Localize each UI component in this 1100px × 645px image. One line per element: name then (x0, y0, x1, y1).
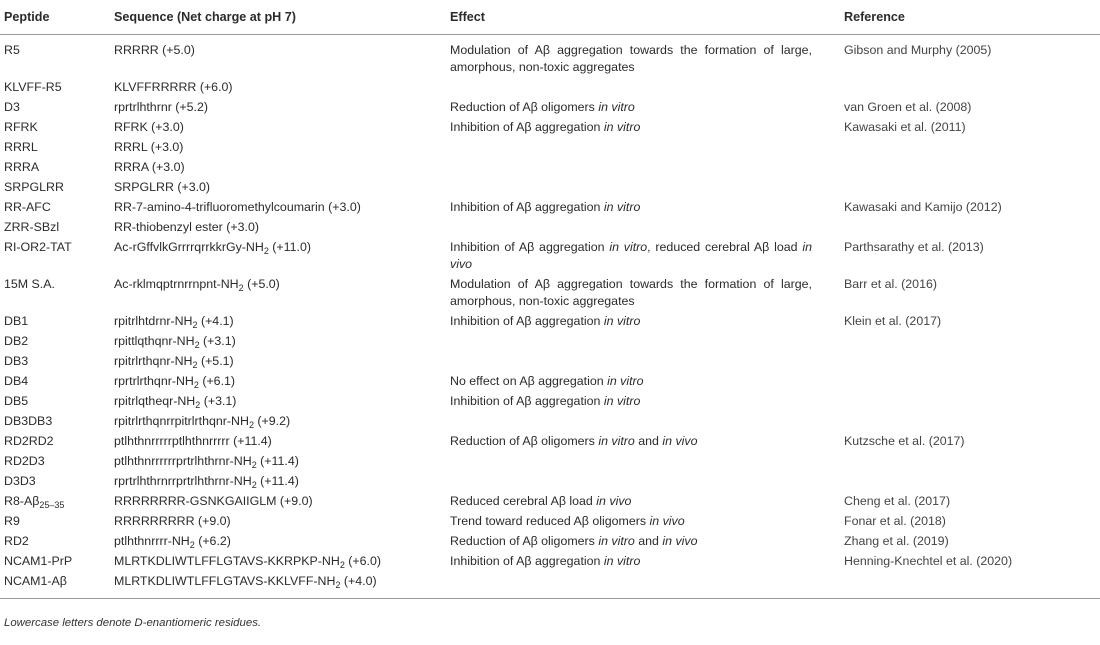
cell-effect: Modulation of Aβ aggregation towards the formation of large, amorphous, non-toxic aggregates (450, 277, 812, 308)
cell-sequence: rprtrlrthqnr-$NH_2$ (+6.1) (114, 374, 236, 390)
cell-reference (840, 351, 1100, 371)
cell-effect (446, 217, 840, 237)
cell-reference (840, 411, 1100, 431)
cell-reference: Cheng et al. (2017) (844, 494, 951, 508)
table-row (0, 77, 1100, 97)
header-reference: Reference (840, 0, 1100, 35)
cell-reference (840, 471, 1100, 491)
cell-reference: van Groen et al. (2008) (844, 100, 972, 114)
cell-reference: Kawasaki et al. (2011) (844, 120, 966, 134)
cell-sequence: RRRRRRRRR (+9.0) (114, 514, 231, 528)
header-sequence: Sequence (Net charge at pH 7) (110, 0, 446, 35)
table-row (0, 351, 1100, 371)
cell-effect (446, 471, 840, 491)
cell-sequence: rpitrlqtheqr-$NH_2$ (+3.1) (114, 394, 237, 410)
cell-sequence: KLVFFRRRRR (+6.0) (114, 80, 233, 94)
cell-peptide: SRPGLRR (4, 180, 64, 194)
cell-reference (840, 157, 1100, 177)
cell-peptide: R9 (4, 514, 20, 528)
cell-effect (446, 451, 840, 471)
table-row (0, 331, 1100, 351)
cell-reference: Zhang et al. (2019) (844, 534, 949, 548)
cell-sequence: RRRRRRRR-GSNKGAIIGLM (+9.0) (114, 494, 313, 508)
cell-sequence: MLRTKDLIWTLFFLGTAVS-$KKRPKP-NH_2$ (+6.0) (114, 554, 381, 570)
cell-reference (840, 571, 1100, 599)
cell-reference (840, 217, 1100, 237)
table-row (0, 531, 1100, 551)
table-row (0, 551, 1100, 571)
cell-effect: Inhibition of Aβ aggregation in vitro, reduced cerebral Aβ load in vivo (450, 240, 812, 271)
table-row (0, 411, 1100, 431)
cell-reference: Parthsarathy et al. (2013) (844, 240, 984, 254)
cell-sequence: ptlhthnrrrrrptlhthnrrrrr (+11.4) (114, 434, 272, 448)
table-row (0, 391, 1100, 411)
cell-reference (840, 331, 1100, 351)
cell-peptide: RD2 (4, 534, 29, 548)
cell-sequence: $Ac-rGffvlkGrrrrqrrkkrGy-NH_2$ (+11.0) (114, 240, 311, 256)
cell-sequence: RR-thiobenzyl ester (+3.0) (114, 220, 259, 234)
cell-sequence: RRRRR (+5.0) (114, 43, 195, 57)
header-effect: Effect (446, 0, 840, 35)
cell-effect (446, 157, 840, 177)
cell-effect: Trend toward reduced Aβ oligomers in vivo (450, 514, 685, 528)
table-row (0, 491, 1100, 511)
cell-reference: Kutzsche et al. (2017) (844, 434, 965, 448)
table-row (0, 117, 1100, 137)
cell-effect: Inhibition of Aβ aggregation in vitro (450, 394, 641, 408)
table-row (0, 371, 1100, 391)
cell-reference: Fonar et al. (2018) (844, 514, 946, 528)
cell-reference (840, 177, 1100, 197)
cell-reference (840, 77, 1100, 97)
table-row (0, 35, 1100, 78)
table-row (0, 311, 1100, 331)
cell-peptide: DB4 (4, 374, 29, 388)
cell-peptide: KLVFF-R5 (4, 80, 62, 94)
cell-sequence: SRPGLRR (+3.0) (114, 180, 211, 194)
cell-sequence: RFRK (+3.0) (114, 120, 184, 134)
cell-effect: Inhibition of Aβ aggregation in vitro (450, 120, 641, 134)
cell-effect (446, 77, 840, 97)
table-row (0, 237, 1100, 274)
table-row (0, 157, 1100, 177)
cell-peptide: RD2RD2 (4, 434, 54, 448)
cell-sequence: RRRL (+3.0) (114, 140, 184, 154)
cell-effect: Reduced cerebral Aβ load in vivo (450, 494, 632, 508)
cell-reference: Gibson and Murphy (2005) (844, 43, 992, 57)
table-row (0, 431, 1100, 451)
table-footnote: Lowercase letters denote D-enantiomeric residues. (4, 617, 262, 629)
cell-peptide: D3D3 (4, 474, 36, 488)
table-row (0, 177, 1100, 197)
cell-peptide: NCAM1-PrP (4, 554, 73, 568)
cell-peptide: DB5 (4, 394, 29, 408)
cell-peptide: ZRR-SBzl (4, 220, 60, 234)
cell-peptide: D3 (4, 100, 20, 114)
cell-effect (446, 411, 840, 431)
cell-sequence: rpitrlrthqnrrpitrlrthqnr-$NH_2$ (+9.2) (114, 414, 291, 430)
header-row (0, 0, 1100, 35)
cell-peptide: RRRA (4, 160, 40, 174)
cell-effect: Inhibition of Aβ aggregation in vitro (450, 554, 641, 568)
cell-reference (840, 371, 1100, 391)
cell-sequence: rpittlqthqnr-$NH_2$ (+3.1) (114, 334, 236, 350)
cell-peptide: DB2 (4, 334, 29, 348)
cell-sequence: rpitrlhtdrnr-$NH_2$ (+4.1) (114, 314, 234, 330)
cell-reference: Henning-Knechtel et al. (2020) (844, 554, 1013, 568)
table-row (0, 511, 1100, 531)
cell-peptide: RI-OR2-TAT (4, 240, 72, 254)
cell-reference: Klein et al. (2017) (844, 314, 942, 328)
cell-peptide: DB3DB3 (4, 414, 53, 428)
cell-peptide: NCAM1-Aβ (0, 571, 110, 599)
cell-effect (446, 177, 840, 197)
cell-sequence: RR-7-amino-4-trifluoromethylcoumarin (+3.0) (114, 200, 361, 214)
cell-sequence: rprtrlhthrnr (+5.2) (114, 100, 208, 114)
cell-peptide: RD2D3 (4, 454, 45, 468)
cell-effect: Reduction of Aβ oligomers in vitro (450, 100, 635, 114)
table-body (0, 35, 1100, 599)
table-row (0, 571, 1100, 599)
cell-sequence: RRRA (+3.0) (114, 160, 185, 174)
cell-peptide: RR-AFC (4, 200, 51, 214)
cell-peptide: $R8-A\beta_{25-35}$ (4, 494, 65, 510)
cell-peptide: R5 (4, 43, 20, 57)
cell-reference: Kawasaki and Kamijo (2012) (844, 200, 1002, 214)
cell-peptide: DB3 (4, 354, 29, 368)
cell-sequence: ptlhthnrrrr-$NH_2$ (+6.2) (114, 534, 231, 550)
table-row (0, 137, 1100, 157)
cell-peptide: 15M S.A. (4, 277, 55, 291)
cell-effect (446, 351, 840, 371)
cell-effect: No effect on Aβ aggregation in vitro (450, 374, 644, 388)
table-row (0, 97, 1100, 117)
table-row (0, 217, 1100, 237)
cell-peptide: RRRL (4, 140, 38, 154)
cell-effect: Reduction of Aβ oligomers in vitro and in vivo (450, 434, 698, 448)
cell-sequence: $Ac-rklmqptrnrrnpnt-NH_2$ (+5.0) (114, 277, 280, 293)
cell-sequence: ptlhthnrrrrrrprtrlhthrnr-$NH_2$ (+11.4) (114, 454, 299, 470)
cell-sequence: rprtrlhthrnrrprtrlhthrnr-$NH_2$ (+11.4) (114, 474, 299, 490)
table-header (0, 0, 1100, 35)
table-row (0, 274, 1100, 311)
header-peptide: Peptide (0, 0, 110, 35)
cell-reference (840, 391, 1100, 411)
cell-effect: Modulation of Aβ aggregation towards the formation of large, amorphous, non-toxic aggregates (450, 43, 812, 74)
cell-reference: Barr et al. (2016) (844, 277, 937, 291)
cell-sequence: MLRTKDLIWTLFFLGTAVS-$KKLVFF-NH_2$ (+4.0) (110, 571, 446, 599)
cell-effect (446, 137, 840, 157)
cell-effect (446, 571, 840, 599)
cell-effect: Inhibition of Aβ aggregation in vitro (450, 314, 641, 328)
cell-effect: Reduction of Aβ oligomers in vitro and in vivo (450, 534, 698, 548)
table-row (0, 197, 1100, 217)
cell-reference (840, 451, 1100, 471)
cell-effect (446, 331, 840, 351)
cell-effect: Inhibition of Aβ aggregation in vitro (450, 200, 641, 214)
table-row (0, 471, 1100, 491)
cell-reference (840, 137, 1100, 157)
cell-sequence: rpitrlrthqnr-$NH_2$ (+5.1) (114, 354, 234, 370)
table-row (0, 451, 1100, 471)
cell-peptide: RFRK (4, 120, 38, 134)
cell-peptide: DB1 (4, 314, 29, 328)
